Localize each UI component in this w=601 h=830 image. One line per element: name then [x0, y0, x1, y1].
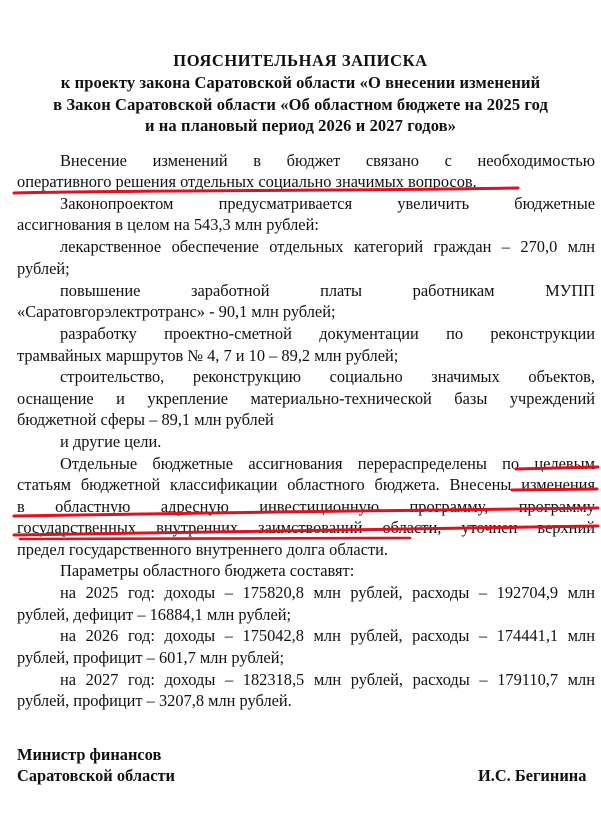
paragraph-line: и другие цели.	[60, 432, 162, 451]
paragraph-line: государственных внутренних заимствований области, уточнен верхний	[17, 518, 595, 537]
paragraph-line: повышение заработной платы работникам МУПП	[60, 281, 595, 300]
paragraph-line: рублей, профицит – 3207,8 млн рублей.	[17, 691, 292, 710]
signatory-name: И.С. Бегинина	[478, 766, 587, 785]
paragraph-line: статьям бюджетной классификации областного бюджета. Внесены изменения	[17, 475, 595, 494]
paragraph-line: «Саратовгорэлектротранс» - 90,1 млн рублей;	[17, 302, 336, 321]
paragraph-line: в областную адресную инвестиционную программу, программу	[17, 497, 595, 516]
paragraph-line: предел государственного внутреннего долга области.	[17, 540, 389, 559]
paragraph-line: разработку проектно-сметной документации по реконструкции	[60, 324, 595, 343]
paragraph-line: на 2025 год: доходы – 175820,8 млн рублей, расходы – 192704,9 млн	[60, 583, 595, 602]
document-subtitle-line: к проекту закона Саратовской области «О внесении изменений	[60, 73, 541, 92]
document-subtitle-line: и на плановый период 2026 и 2027 годов»	[144, 116, 457, 135]
document-title: ПОЯСНИТЕЛЬНАЯ ЗАПИСКА	[173, 51, 428, 70]
paragraph-line: Внесение изменений в бюджет связано с необходимостью	[60, 151, 595, 170]
paragraph-line: рублей, дефицит – 16884,1 млн рублей;	[17, 605, 292, 624]
paragraph-line: на 2027 год: доходы – 182318,5 млн рублей, расходы – 179110,7 млн	[60, 670, 595, 689]
paragraph-line: Законопроектом предусматривается увеличить бюджетные	[60, 194, 595, 213]
paragraph-line: бюджетной сферы – 89,1 млн рублей	[17, 410, 274, 429]
paragraph-line: рублей, профицит – 601,7 млн рублей;	[17, 648, 285, 667]
paragraph-line: оперативного решения отдельных социально значимых вопросов.	[17, 172, 477, 191]
document-subtitle-line: в Закон Саратовской области «Об областном бюджете на 2025 год	[53, 95, 548, 114]
paragraph-line: Параметры областного бюджета составят:	[60, 561, 355, 580]
paragraph-line: рублей;	[17, 259, 70, 278]
paragraph-line: строительство, реконструкцию социально значимых объектов,	[60, 367, 595, 386]
signatory-position: Саратовской области	[17, 766, 175, 785]
paragraph-line: ассигнования в целом на 543,3 млн рублей:	[17, 215, 319, 234]
signatory-position: Министр финансов	[17, 745, 162, 764]
paragraph-line: лекарственное обеспечение отдельных категорий граждан – 270,0 млн	[60, 237, 595, 256]
paragraph-line: Отдельные бюджетные ассигнования перераспределены по целевым	[60, 454, 595, 473]
paragraph-line: на 2026 год: доходы – 175042,8 млн рублей, расходы – 174441,1 млн	[60, 626, 595, 645]
paragraph-line: трамвайных маршрутов № 4, 7 и 10 – 89,2 млн рублей;	[17, 346, 399, 365]
paragraph-line: оснащение и укрепление материально-технической базы учреждений	[17, 389, 595, 408]
